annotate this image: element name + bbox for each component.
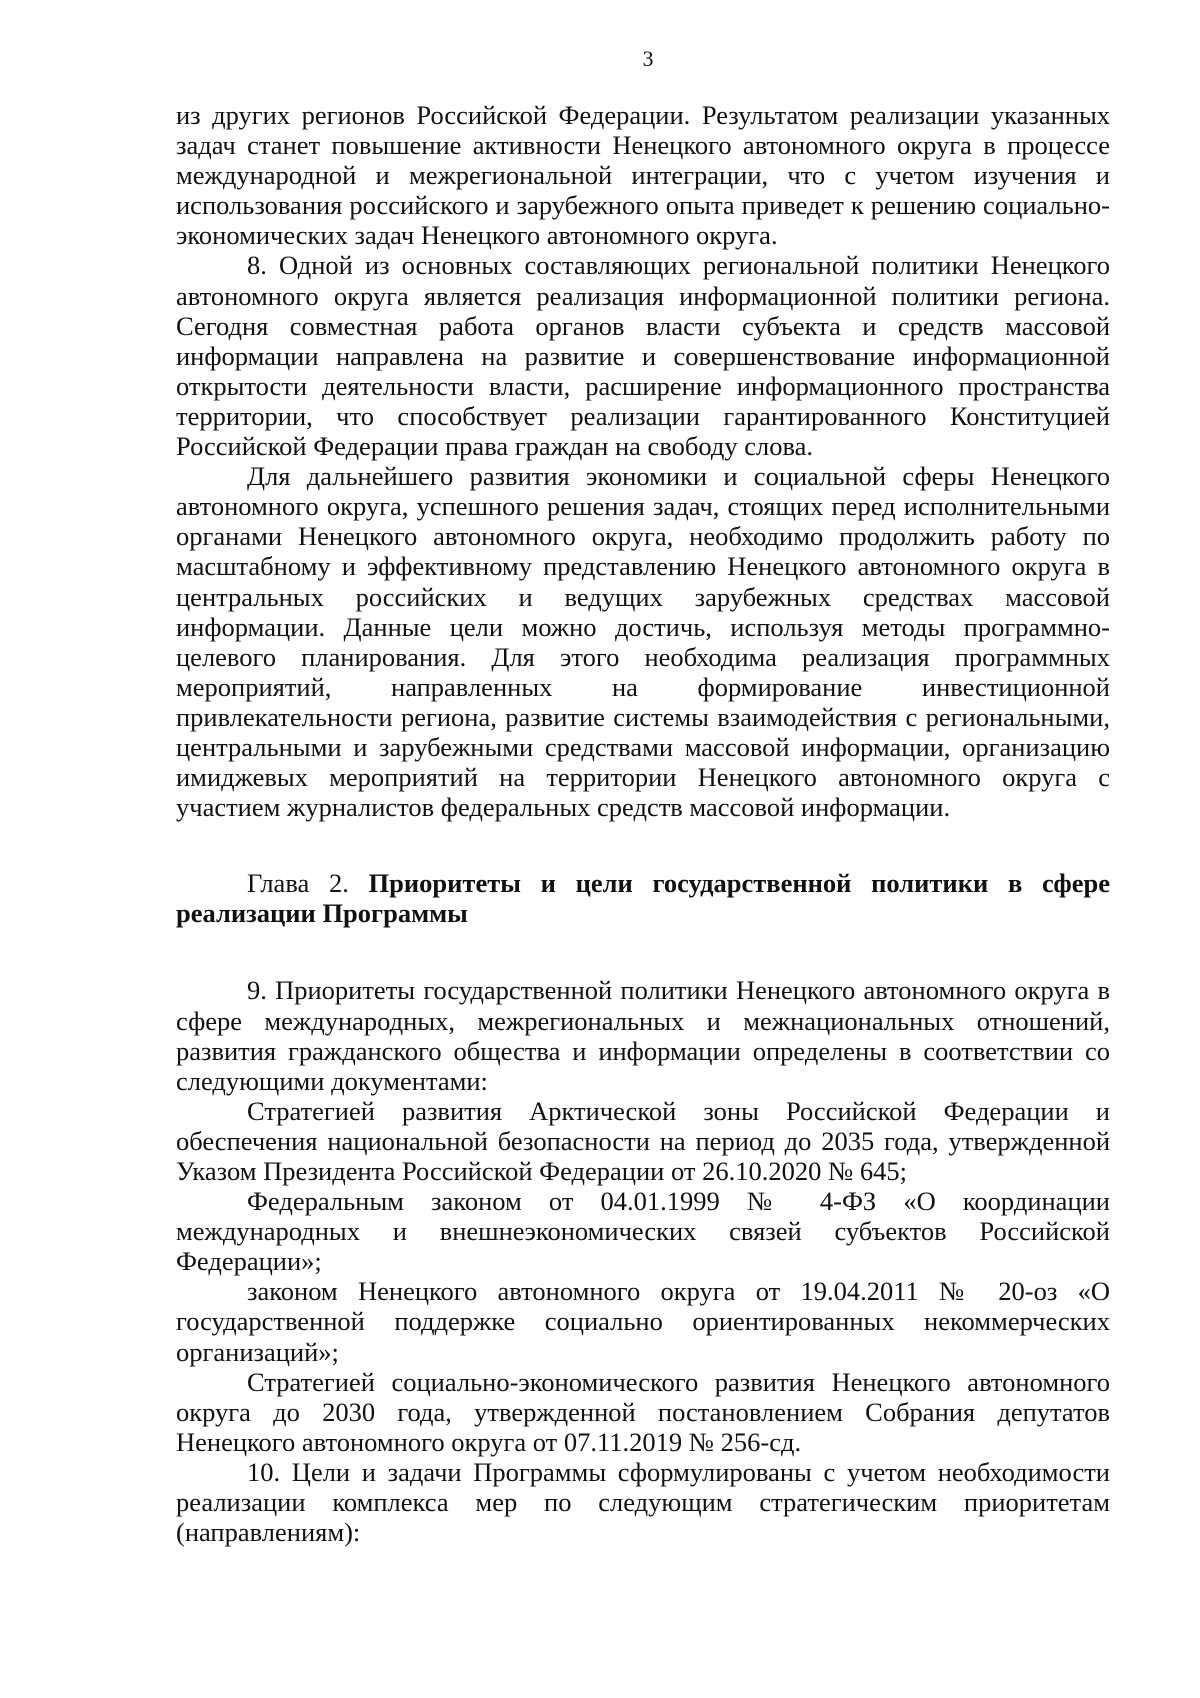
paragraph-socioeconomic-strategy: Стратегией социально-экономического развития Ненецкого автономного округа до 2030 года, утвержденной постановлением Собрания депутатов Ненецкого автономного округа от 07.11.2019 № 256-сд.	[176, 1366, 1110, 1457]
paragraph-federal-law: Федеральным законом от 04.01.1999 № 4-ФЗ «О координации международных и внешнеэкономических связей субъектов Российской Федерации»;	[176, 1186, 1110, 1277]
paragraph-item-10: 10. Цели и задачи Программы сформулированы с учетом необходимости реализации комплекса мер по следующим стратегическим приоритетам (направлениям):	[176, 1456, 1110, 1548]
chapter-heading	[176, 868, 1110, 928]
paragraph-item-8: 8. Одной из основных составляющих региональной политики Ненецкого автономного округа является реализация информационной политики региона. Сегодня совместная работа органов власти субъекта и средств массовой информации направлена на развитие и совершенствование информационной открытости деятельности власти, расширение информационного пространства территории, что способствует реализации гарантированного Конституцией Российской Федерации права граждан на свободу слова.	[176, 250, 1110, 462]
paragraph-regional-law: законом Ненецкого автономного округа от 19.04.2011 № 20-оз «О государственной поддержке социально ориентированных некоммерческих организаций»;	[176, 1276, 1110, 1367]
paragraph-continuation: из других регионов Российской Федерации. Результатом реализации указанных задач станет повышение активности Ненецкого автономного округа в процессе международной и межрегиональной интеграции, что с учетом изучения и использования российского и зарубежного опыта приведет к решению социально-экономических задач Ненецкого автономного округа.	[176, 100, 1110, 251]
chapter-title: Приоритеты и цели государственной политики в сфере реализации Программы	[176, 868, 1110, 929]
chapter-prefix: Глава 2.	[247, 868, 369, 899]
page-number: 3	[642, 46, 654, 71]
paragraph-development: Для дальнейшего развития экономики и социальной сферы Ненецкого автономного округа, успешного решения задач, стоящих перед исполнительными органами Ненецкого автономного округа, необходимо продолжить работу по масштабному и эффективному представлению Ненецкого автономного округа в центральных российских и ведущих зарубежных средствах массовой информации. Данные цели можно достичь, используя методы программно-целевого планирования. Для этого необходима реализация программных мероприятий, направленных на формирование инвестиционной привлекательности региона, развитие системы взаимодействия с региональными, центральными и зарубежными средствами массовой информации, организацию имиджевых мероприятий на территории Ненецкого автономного округа с участием журналистов федеральных средств массовой информации.	[176, 461, 1110, 823]
paragraph-item-9: 9. Приоритеты государственной политики Ненецкого автономного округа в сфере международных, межрегиональных и межнациональных отношений, развития гражданского общества и информации определены в соответствии со следующими документами:	[176, 975, 1110, 1096]
paragraph-arctic-strategy: Стратегией развития Арктической зоны Российской Федерации и обеспечения национальной безопасности на период до 2035 года, утвержденной Указом Президента Российской Федерации от 26.10.2020 № 645;	[176, 1095, 1110, 1186]
document-page	[176, 46, 1110, 1547]
